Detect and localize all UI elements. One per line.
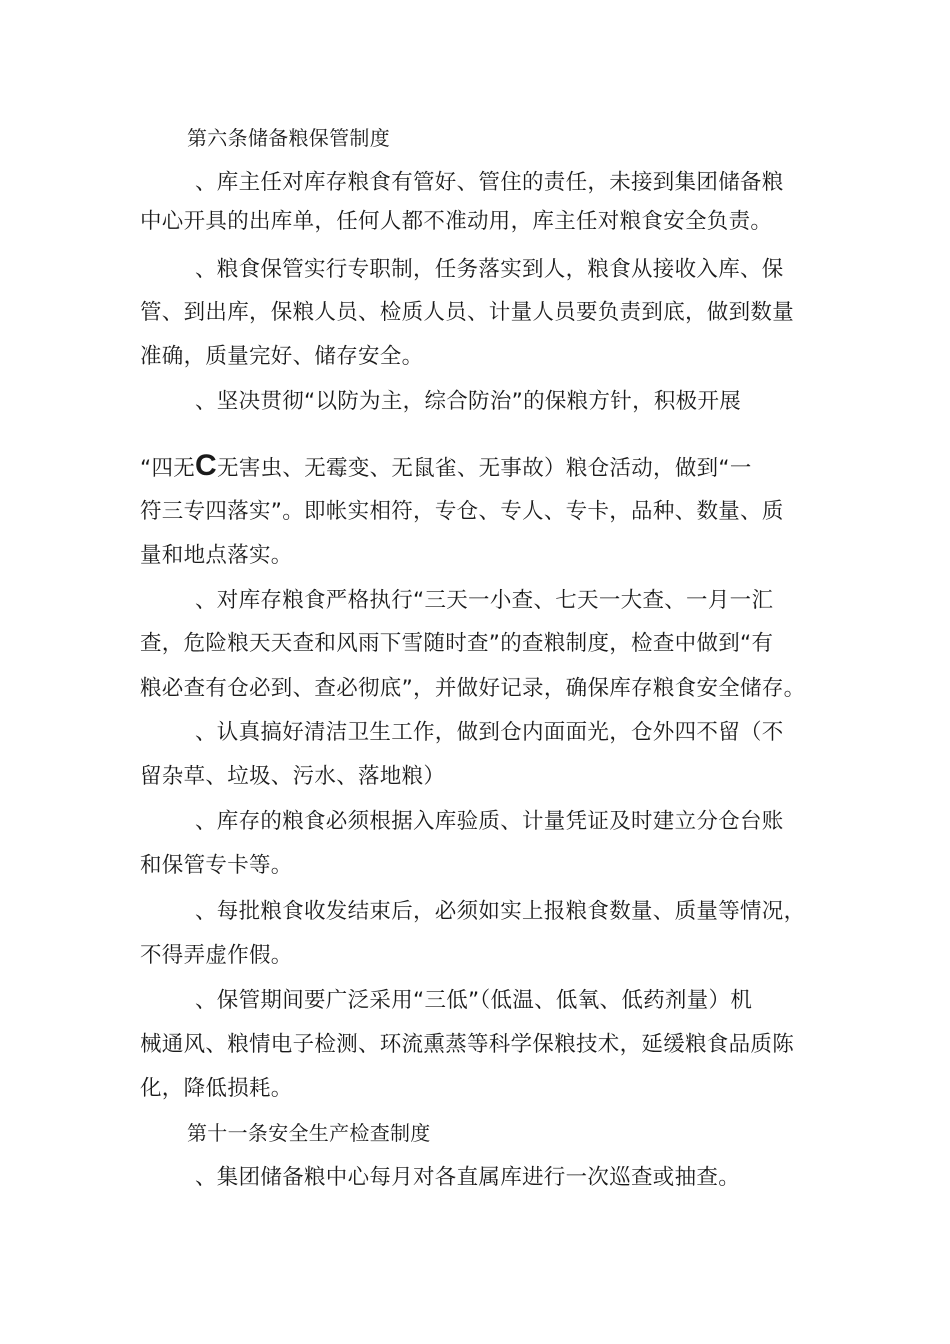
- paragraph-line: 械通风、粮情电子检测、环流熏蒸等科学保粮技术，延缓粮食品质陈: [140, 1032, 795, 1057]
- paragraph-line: 准确，质量完好、储存安全。: [140, 344, 424, 369]
- stray-letter-c: C: [195, 449, 218, 482]
- section-heading-11: 第十一条安全生产检查制度: [187, 1121, 431, 1145]
- paragraph-line: 化，降低损耗。: [140, 1076, 293, 1101]
- paragraph-line: 中心开具的出库单，任何人都不准动用，库主任对粮食安全负责。: [140, 209, 773, 234]
- paragraph-line: 、保管期间要广泛采用“三低”（低温、低氧、低药剂量）机: [195, 988, 753, 1013]
- paragraph-line: 、坚决贯彻“以防为主，综合防治”的保粮方针，积极开展: [195, 389, 742, 414]
- line-text: “四无: [140, 456, 196, 481]
- paragraph-line: 、库主任对库存粮食有管好、管住的责任，未接到集团储备粮: [195, 170, 784, 195]
- paragraph-line: 、粮食保管实行专职制，任务落实到人，粮食从接收入库、保: [195, 257, 784, 282]
- paragraph-line: 查，危险粮天天查和风雨下雪随时查”的查粮制度，检查中做到“有: [140, 631, 774, 656]
- paragraph-line: 管、到出库，保粮人员、检质人员、计量人员要负责到底，做到数量: [140, 300, 795, 325]
- paragraph-line: 不得弄虚作假。: [140, 943, 293, 968]
- paragraph-line: 、认真搞好清洁卫生工作，做到仓内面面光，仓外四不留（不: [195, 720, 784, 745]
- paragraph-line: 粮必查有仓必到、查必彻底”，并做好记录，确保库存粮食安全储存。: [140, 676, 806, 701]
- paragraph-line: 留杂草、垃圾、污水、落地粮）: [140, 764, 446, 789]
- paragraph-line: 、集团储备粮中心每月对各直属库进行一次巡查或抽查。: [195, 1165, 741, 1190]
- paragraph-line: 和保管专卡等。: [140, 853, 293, 878]
- paragraph-line: 、每批粮食收发结束后，必须如实上报粮食数量、质量等情况，: [195, 899, 806, 924]
- paragraph-line: 、库存的粮食必须根据入库验质、计量凭证及时建立分仓台账: [195, 809, 784, 834]
- line-text: 无害虫、无霉变、无鼠雀、无事故）粮仓活动，做到“一: [217, 456, 752, 481]
- section-heading-6: 第六条储备粮保管制度: [187, 126, 390, 150]
- paragraph-line: 符三专四落实”。即帐实相符，专仓、专人、专卡，品种、数量、质: [140, 499, 784, 524]
- paragraph-line: [140, 449, 752, 483]
- paragraph-line: 量和地点落实。: [140, 543, 293, 568]
- paragraph-line: 、对库存粮食严格执行“三天一小查、七天一大查、一月一汇: [195, 588, 774, 613]
